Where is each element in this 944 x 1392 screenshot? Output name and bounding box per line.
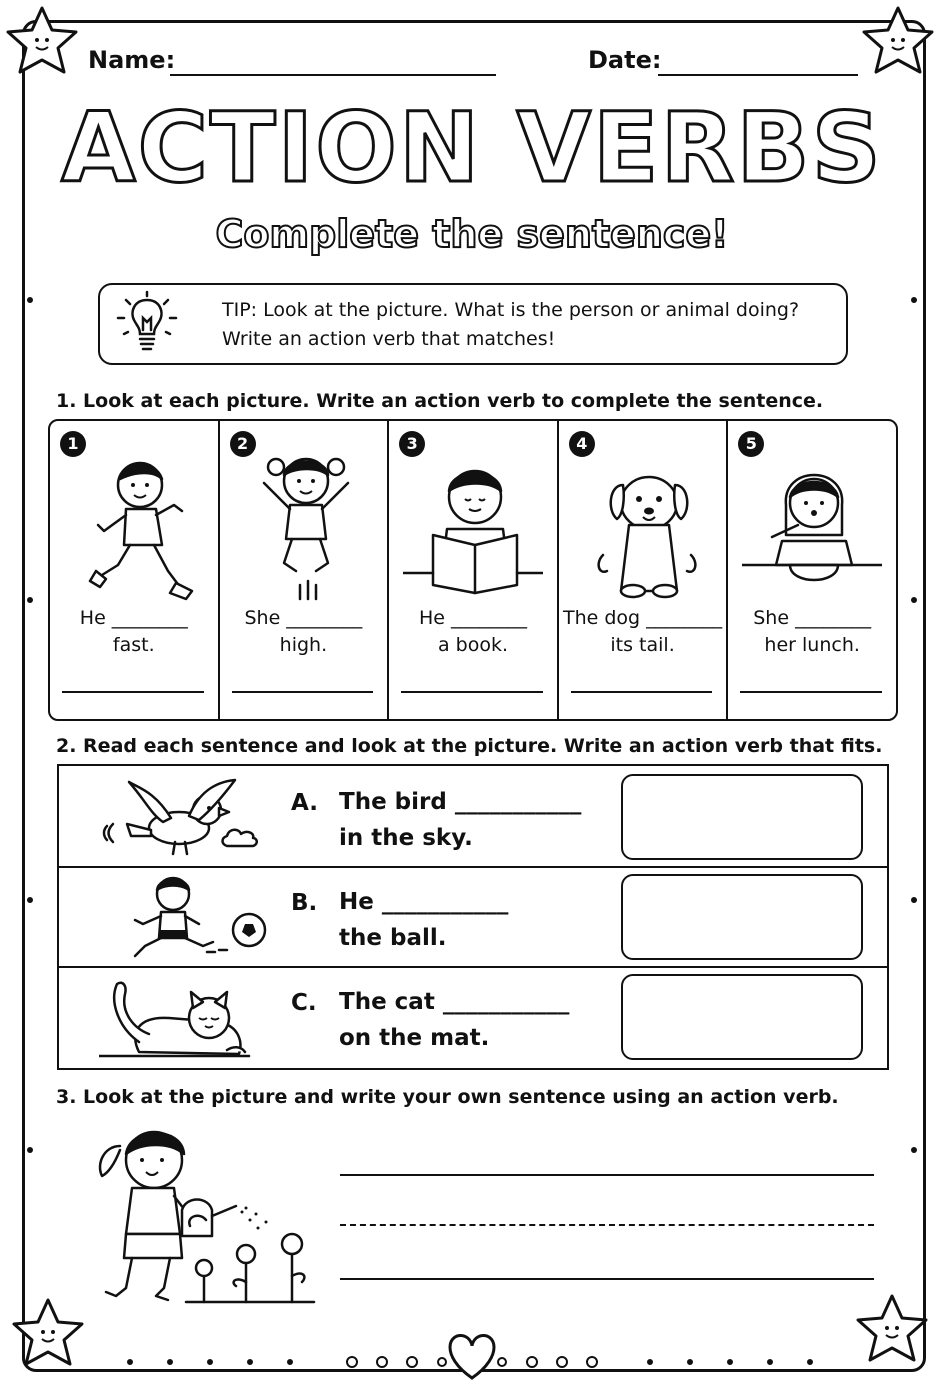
sentence-line-1: He ________ xyxy=(418,607,527,629)
answer-line[interactable] xyxy=(232,691,374,693)
table-row xyxy=(59,766,887,868)
item-number-badge: 4 xyxy=(569,431,595,457)
name-field[interactable] xyxy=(170,74,496,76)
tip-line-1: TIP: Look at the picture. What is the person or animal doing? xyxy=(222,299,800,321)
table-row xyxy=(59,966,887,1066)
sentence xyxy=(728,605,896,659)
answer-line[interactable] xyxy=(740,691,882,693)
tip-text xyxy=(222,296,799,354)
sentence-line-1: The cat ___________ xyxy=(339,989,570,1015)
date-field[interactable] xyxy=(658,74,858,76)
item-letter: B. xyxy=(291,890,318,916)
heart-icon xyxy=(450,1336,494,1378)
exercise-cell xyxy=(389,421,559,719)
item-number-badge: 5 xyxy=(738,431,764,457)
sentence xyxy=(339,884,508,956)
item-number-badge: 1 xyxy=(60,431,86,457)
item-letter: A. xyxy=(291,790,318,816)
sentence-line-2: the ball. xyxy=(339,925,447,951)
section3-instruction: 3. Look at the picture and write your own sentence using an action verb. xyxy=(56,1086,839,1108)
running-boy-illustration xyxy=(64,445,204,605)
sentence-line-2: its tail. xyxy=(610,634,675,656)
lightbulb-icon xyxy=(112,290,182,356)
item-letter: C. xyxy=(291,990,317,1016)
eating-girl-illustration xyxy=(742,445,882,605)
item-number-badge: 3 xyxy=(399,431,425,457)
sentence-line-1: The dog ________ xyxy=(562,607,723,629)
sentence-line-2: high. xyxy=(279,634,328,656)
sentence xyxy=(339,984,569,1056)
sentence xyxy=(339,784,581,856)
writing-line-dashed[interactable] xyxy=(340,1224,874,1226)
sentence-line-2: fast. xyxy=(112,634,155,656)
sleeping-cat-illustration xyxy=(99,972,269,1060)
kicking-boy-illustration xyxy=(99,872,269,960)
worksheet-subtitle: Complete the sentence! xyxy=(215,212,729,256)
answer-box[interactable] xyxy=(621,974,863,1060)
sentence-line-2: in the sky. xyxy=(339,825,473,851)
date-label: Date: xyxy=(588,46,662,74)
sentence xyxy=(559,605,727,659)
sentence-line-1: He ________ xyxy=(79,607,188,629)
exercise-cell xyxy=(50,421,220,719)
sentence xyxy=(220,605,388,659)
tip-line-2: Write an action verb that matches! xyxy=(222,328,556,350)
answer-box[interactable] xyxy=(621,774,863,860)
answer-line[interactable] xyxy=(571,691,713,693)
star-icon xyxy=(14,1300,82,1364)
jumping-girl-illustration xyxy=(234,445,374,605)
sentence-line-2: a book. xyxy=(437,634,508,656)
flying-bird-illustration xyxy=(99,772,269,860)
exercise-cell xyxy=(220,421,390,719)
exercise-cell xyxy=(728,421,896,719)
sentence-line-1: She ________ xyxy=(753,607,872,629)
section1-grid xyxy=(48,419,898,721)
star-icon xyxy=(864,8,932,72)
section2-table xyxy=(57,764,889,1070)
writing-line[interactable] xyxy=(340,1174,874,1176)
writing-line[interactable] xyxy=(340,1278,874,1280)
star-icon xyxy=(858,1296,926,1360)
answer-box[interactable] xyxy=(621,874,863,960)
sentence xyxy=(389,605,557,659)
star-icon xyxy=(8,8,76,72)
worksheet-title: ACTION VERBS xyxy=(61,92,883,204)
dog-illustration xyxy=(573,445,713,605)
answer-line[interactable] xyxy=(62,691,204,693)
sentence-line-1: The bird ___________ xyxy=(339,789,582,815)
section2-instruction: 2. Read each sentence and look at the picture. Write an action verb that fits. xyxy=(56,735,883,757)
answer-line[interactable] xyxy=(401,691,543,693)
sentence-line-2: on the mat. xyxy=(339,1025,490,1051)
girl-watering-flowers-illustration xyxy=(90,1116,320,1310)
table-row xyxy=(59,866,887,968)
section1-instruction: 1. Look at each picture. Write an action verb to complete the sentence. xyxy=(56,390,824,412)
sentence xyxy=(50,605,218,659)
item-number-badge: 2 xyxy=(230,431,256,457)
exercise-cell xyxy=(559,421,729,719)
name-label: Name: xyxy=(88,46,176,74)
reading-boy-illustration xyxy=(403,445,543,605)
sentence-line-1: She ________ xyxy=(244,607,363,629)
sentence-line-1: He ___________ xyxy=(339,889,509,915)
sentence-line-2: her lunch. xyxy=(764,634,860,656)
